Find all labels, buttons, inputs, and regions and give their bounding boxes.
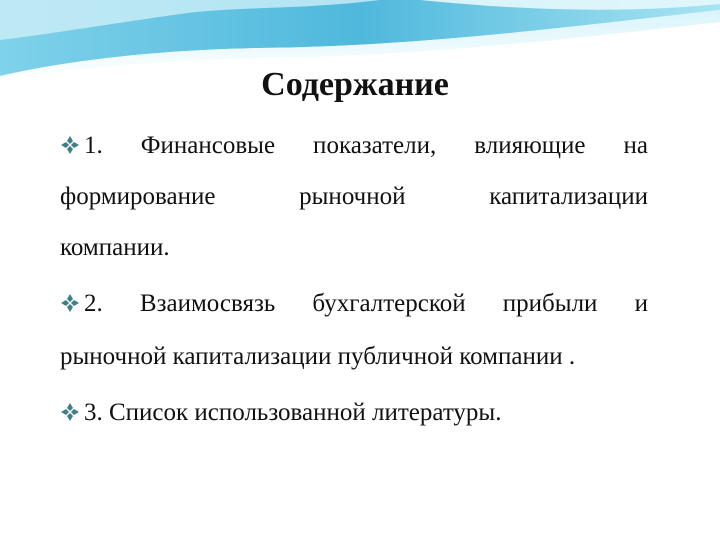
diamond-bullet-icon (60, 135, 80, 155)
list-item-3-line-1 (60, 387, 648, 438)
diamond-bullet-icon (60, 402, 80, 422)
slide-title: Содержание (261, 66, 449, 103)
list-item-text: компании. (60, 234, 170, 261)
list-item-text: 3. Список использованной литературы. (84, 399, 502, 426)
list-item-text: рыночной капитализации публичной компании . (60, 343, 576, 370)
list-item-1-line-1 (60, 120, 648, 171)
list-item-2-line-2 (60, 331, 648, 382)
list-item-text: 1. Финансовые показатели, влияющие на (84, 132, 648, 159)
list-item-text: 2. Взаимосвязь бухгалтерской прибыли и (84, 290, 648, 317)
list-item-1-line-2 (60, 171, 648, 222)
list-item-1-line-3 (60, 222, 648, 273)
list-item-2-line-1 (60, 278, 648, 329)
list-item-text: формирование рыночной капитализации (60, 183, 648, 210)
diamond-bullet-icon (60, 293, 80, 313)
